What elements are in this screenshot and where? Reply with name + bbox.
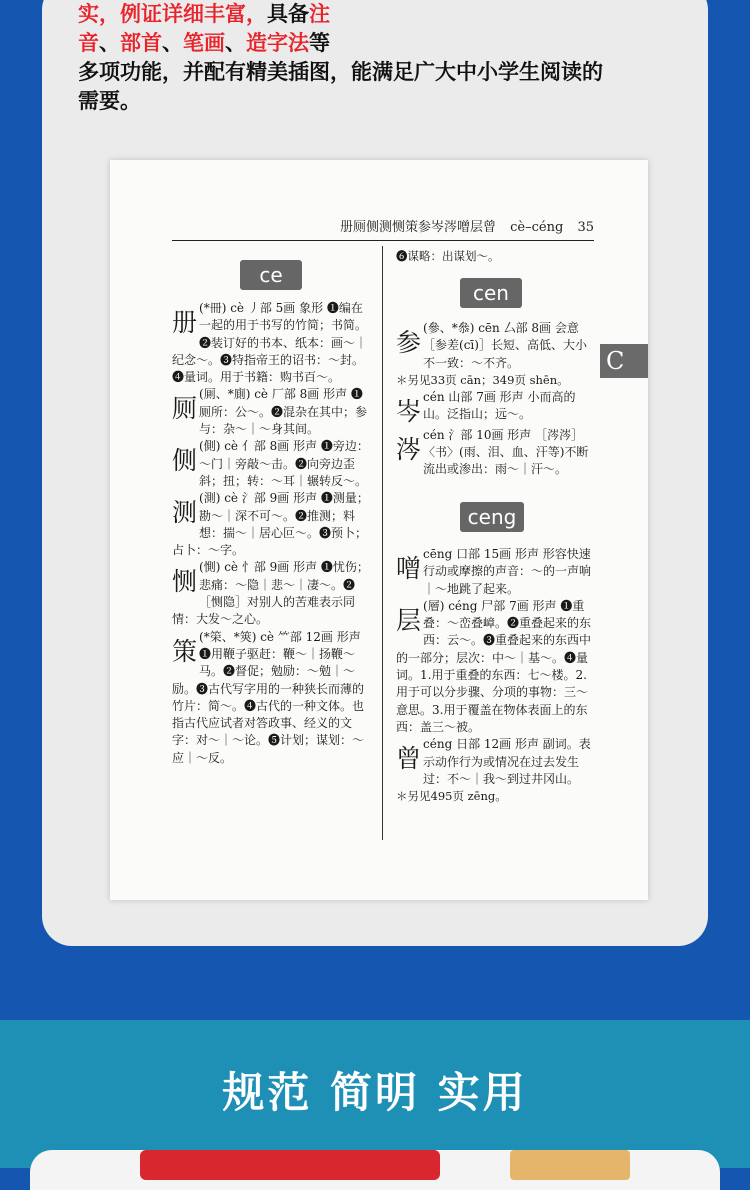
headword: 册 (172, 308, 198, 337)
definition-text: ［涔涔］〈书〉(雨、泪、血、汗等)不断流出或渗出：雨～｜汗～。 (423, 427, 589, 477)
dictionary-entry (396, 598, 594, 736)
headword: 涔 (396, 434, 422, 464)
headword-variant: (*冊) (199, 301, 227, 315)
right-column-ceng (396, 546, 594, 805)
pinyin-radical-info: céng 日部 12画 形声 (423, 737, 543, 752)
definition-text: ❶厕所：公～。❷混杂在其中；参与：杂～｜～身其间。 (199, 387, 368, 437)
definition-text: ❶旁边：～门｜旁敲～击。❷向旁边歪斜；扭；转：～耳｜辗转反～。 (199, 439, 369, 488)
intro-line-2: 音、部首、笔画、造字法等 (78, 31, 330, 55)
headword: 恻 (172, 567, 198, 597)
pinyin-radical-info: cè 丿部 5画 象形 (226, 301, 327, 315)
intro-line-1: 实，例证详细丰富，具备注 (78, 2, 330, 26)
dictionary-entry (396, 546, 594, 598)
dictionary-entry (172, 300, 374, 386)
cross-reference-note: ＊另见495页 zēng。 (396, 789, 507, 804)
intro-line-4: 需要。 (78, 89, 141, 113)
headword-variant: (側) (199, 439, 221, 454)
headword: 曾 (396, 744, 422, 774)
pinyin-radical-info: cè 忄部 9画 形声 (220, 560, 321, 575)
headword-variant: (惻) (199, 560, 221, 575)
left-column (172, 300, 374, 767)
headword-variant: (*筞、*筴) (199, 629, 257, 644)
cross-reference-note: ＊另见33页 cān；349页 shēn。 (396, 372, 569, 387)
book-edge-image (510, 1150, 630, 1180)
section-label-ceng: ceng (460, 502, 524, 532)
headword: 厕 (172, 394, 198, 424)
headword: 策 (172, 636, 198, 666)
headword: 岑 (396, 396, 422, 426)
right-column-cen (396, 320, 594, 479)
definition-text: 副词。表示动作行为或情况在过去发生过：不～｜我～到过井冈山。 (423, 737, 591, 786)
section-label-ce: ce (240, 260, 302, 290)
headword: 噌 (396, 554, 422, 583)
right-top-note: ❻谋略：出谋划～。 (396, 249, 500, 263)
headword-variant: (厠、*廁) (199, 387, 251, 402)
dictionary-entry (172, 386, 374, 438)
pinyin-radical-info: cè ⺮部 12画 形声 (256, 629, 361, 644)
definition-text: ❶用鞭子驱赶：鞭～｜扬鞭～马。❷督促；勉励：～勉｜～励。❸古代写字用的一种狭长而薄的竹片：简～。❹古代的一种文体。也指古代应试者对答政事、经义的文字：对～｜～论。❺计划；谋划：～应｜～反。 (172, 646, 365, 765)
pinyin-radical-info: céng 尸部 7画 形声 (444, 598, 561, 613)
column-divider (382, 246, 383, 840)
definition-text: ❶忧伤；悲痛：～隐｜悲～｜凄～。❷［恻隐］对别人的苦难表示同情：大发～之心。 (172, 560, 369, 627)
dictionary-entry (396, 389, 594, 427)
definition-text: ❶重叠：～峦叠嶂。❷重叠起来的东西：云～。❸重叠起来的东西中的一部分；层次：中～｜基～。❹量词。1.用于重叠的东西：七～楼。2.用于可以分步骤、分项的事物：三～意思。3.用于覆盖在物体表面上的东西：盖三～被。 (396, 598, 592, 734)
dictionary-page-image (110, 160, 648, 900)
headword: 参 (396, 328, 422, 357)
dictionary-entry (172, 629, 374, 767)
headword-variant: (參、*叅) (423, 321, 475, 335)
running-head: 册厕侧测恻策参岑涔噌层曾 cè–céng 35 (172, 216, 594, 241)
dictionary-entry (172, 438, 374, 490)
headword: 侧 (172, 446, 198, 476)
pinyin-radical-info: cè 亻部 8画 形声 (220, 439, 321, 454)
definition-text: ❶测量；勘～｜深不可～。❷推测；料想：揣～｜居心叵～。❸预卜；占卜：～字。 (172, 491, 369, 558)
definition-text: ❶编在一起的用于书写的竹简；书简。❷装订好的书本、纸本：画～｜纪念～。❸特指帝王的诏书：～封。❹量词。用于书籍：购书百～。 (172, 301, 368, 385)
headword-variant: (測) (199, 491, 221, 506)
definition-text: ［参差(cī)］长短、高低、大小不一致：～不齐。 (423, 338, 587, 370)
pinyin-radical-info: cè 厂部 8画 形声 (250, 387, 351, 402)
product-preview (30, 1150, 720, 1190)
headword-variant: (層) (423, 598, 445, 613)
definition-text: 小而高的山。泛指山；远～。 (423, 389, 576, 422)
pinyin-radical-info: cén 山部 7画 形声 (423, 389, 528, 404)
definition-text: 形容快速行动或摩擦的声音：～的一声响｜～地跳了起来。 (423, 547, 592, 596)
headword: 测 (172, 498, 198, 528)
section-label-cen: cen (460, 278, 522, 308)
pinyin-radical-info: cè 氵部 9画 形声 (220, 491, 321, 506)
pinyin-radical-info: cén 氵部 10画 形声 (423, 427, 536, 442)
headword: 层 (396, 605, 422, 635)
dictionary-entry (396, 427, 594, 479)
dictionary-entry (396, 736, 594, 788)
pinyin-radical-info: cēng 口部 15画 形声 (423, 547, 543, 561)
slogan: 规范 简明 实用 (222, 1068, 528, 1117)
intro-text (78, 0, 698, 116)
right-column (396, 248, 594, 265)
letter-tab-c: C (600, 344, 648, 378)
red-book-image (140, 1150, 440, 1180)
dictionary-entry (172, 559, 374, 628)
dictionary-entry (172, 490, 374, 559)
pinyin-radical-info: cēn 厶部 8画 会意 (474, 321, 579, 335)
intro-line-3: 多项功能，并配有精美插图，能满足广大中小学生阅读的 (78, 60, 603, 84)
dictionary-entry (396, 320, 594, 372)
